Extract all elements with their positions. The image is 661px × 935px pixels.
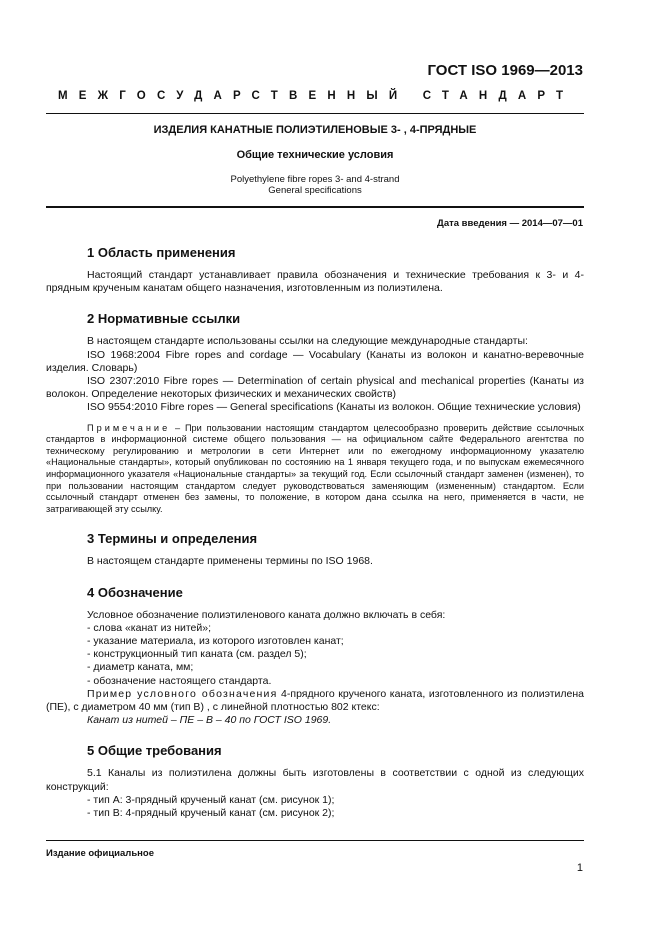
- document-subtitle: Общие технические условия: [236, 149, 394, 161]
- section-4-example: [46, 688, 584, 714]
- example-text: 4-прядного крученого каната, изготовленного из полиэтилена (ПЕ), с диаметром 40 мм (тип В) , с линейной плотностью 802 ктекс:: [46, 687, 584, 713]
- list-item: - обозначение настоящего стандарта.: [87, 674, 272, 687]
- note-label: Примечание: [87, 422, 171, 433]
- list-item: - тип В: 4-прядный крученый канат (см. рисунок 2);: [87, 807, 335, 820]
- effective-date: Дата введения — 2014—07—01: [437, 218, 583, 229]
- example-label: Пример условного обозначения: [87, 687, 278, 700]
- note-text: – При пользовании настоящим стандартом целесообразно проверить действие ссылочных стандартов в информационной системе общего пользования — на официальном сайте Федерального агентства по техническому регулированию и метрологии в сети Интернет или по ежегодному информационному указателю «Национальные стандарты», который опубликован по состоянию на 1 января текущего года, и по выпускам ежемесячного информационного указателя «Национальные стандарты» за текущий год. Если ссылочный стандарт заменен (изменен), то при пользовании настоящим стандартом следует руководствоваться заменяющим (измененным) стандартом. Если ссылочный стандарт отменен без замены, то положение, в котором дана ссылка на него, применяется в части, не затрагивающей эту ссылку.: [46, 422, 584, 514]
- section-4-heading: 4 Обозначение: [87, 584, 183, 600]
- list-item: - указание материала, из которого изготовлен канат;: [87, 634, 344, 647]
- list-item: - тип А: 3-прядный крученый канат (см. рисунок 1);: [87, 793, 335, 806]
- section-2-ref-1: ISO 1968:2004 Fibre ropes and cordage — Vocabulary (Канаты из волокон и канатно-веревочные изделия. Словарь): [46, 348, 584, 374]
- english-title-line1: Polyethylene fibre ropes 3- and 4-strand: [230, 174, 400, 185]
- section-3-text: В настоящем стандарте применены термины по ISO 1968.: [87, 555, 373, 568]
- section-2-ref-2: ISO 2307:2010 Fibre ropes — Determination of certain physical and mechanical properties (Канаты из волокон. Определение некоторых физических и механических свойств): [46, 375, 584, 401]
- section-2-ref-3: ISO 9554:2010 Fibre ropes — General specifications (Канаты из волокон. Общие технические условия): [87, 401, 581, 414]
- document-number: ГОСТ ISO 1969—2013: [427, 62, 583, 79]
- header-divider: [46, 113, 584, 114]
- edition-label: Издание официальное: [46, 848, 154, 859]
- section-5-heading: 5 Общие требования: [87, 743, 222, 759]
- document-body: [46, 238, 584, 820]
- list-item: - слова «канат из нитей»;: [87, 621, 212, 634]
- footer-divider: [46, 840, 584, 841]
- section-2-heading: 2 Нормативные ссылки: [87, 311, 241, 327]
- page-number: 1: [576, 862, 583, 874]
- title-divider: [46, 206, 584, 208]
- section-2-note: [46, 423, 584, 516]
- section-4-intro: Условное обозначение полиэтиленового каната должно включать в себя:: [87, 608, 446, 621]
- section-4-example-code: [46, 714, 584, 727]
- example-code: Канат из нитей – ПЕ – В – 40 по ГОСТ ISO 1969.: [87, 714, 332, 727]
- section-3-heading: 3 Термины и определения: [87, 531, 258, 547]
- list-item: - конструкционный тип каната (см. раздел 5);: [87, 648, 307, 661]
- section-1-text: Настоящий стандарт устанавливает правила обозначения и технические требования к 3- и 4-прядным крученым канатам общего назначения, изготовленным из полиэтилена.: [46, 269, 584, 295]
- section-5-p1: 5.1 Каналы из полиэтилена должны быть изготовлены в соответствии с одной из следующих конструкций:: [46, 767, 584, 793]
- section-2-intro: В настоящем стандарте использованы ссылки на следующие международные стандарты:: [87, 335, 528, 348]
- english-title: [0, 174, 630, 196]
- interstate-standard-label: МЕЖГОСУДАРСТВЕННЫЙ СТАНДАРТ: [58, 90, 575, 102]
- english-title-line2: General specifications: [268, 185, 362, 196]
- document-title: ИЗДЕЛИЯ КАНАТНЫЕ ПОЛИЭТИЛЕНОВЫЕ 3- , 4-ПРЯДНЫЕ: [153, 124, 477, 136]
- section-1-heading: 1 Область применения: [87, 245, 236, 260]
- list-item: - диаметр каната, мм;: [87, 661, 194, 674]
